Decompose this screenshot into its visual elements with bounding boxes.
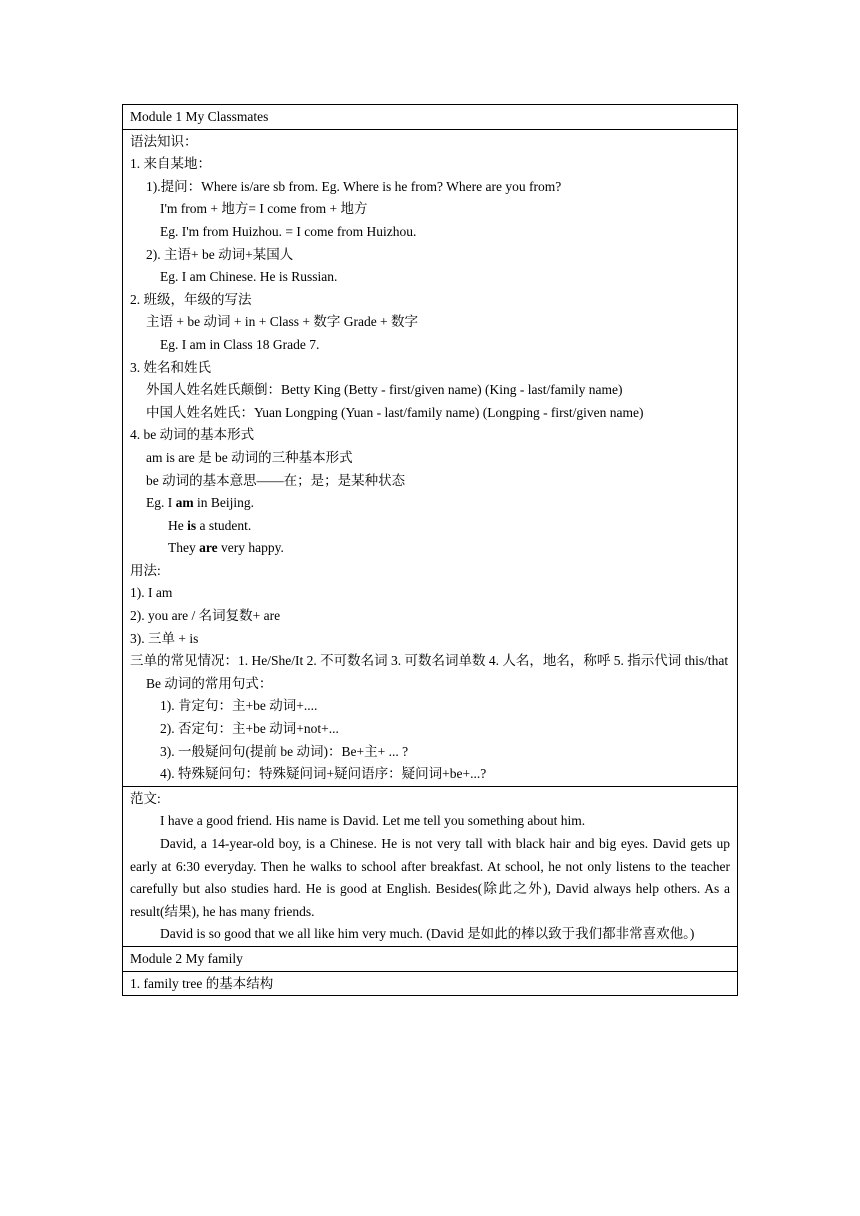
- section-4-line2: be 动词的基本意思——在；是；是某种状态: [146, 472, 406, 488]
- usage-2: 2). you are / 名词复数+ are: [130, 608, 281, 624]
- section-2-title: 2. 班级，年级的写法: [130, 291, 252, 307]
- grammar-heading: 语法知识：: [130, 133, 198, 149]
- grammar-cell: [123, 129, 738, 786]
- notes-table: [122, 104, 738, 996]
- usage-3: 3). 三单 + is: [130, 630, 199, 646]
- module2-title: Module 2 My family: [130, 950, 243, 966]
- module1-title-cell: [123, 105, 738, 130]
- section-4-example3: [130, 537, 730, 560]
- section-1-sub2-example: Eg. I am Chinese. He is Russian.: [160, 269, 338, 285]
- table-row: [123, 946, 738, 971]
- section-3-line2: 中国人姓名姓氏：Yuan Longping (Yuan - last/family name) (Longping - first/given name): [146, 404, 644, 420]
- usage-1: 1). I am: [130, 585, 173, 601]
- table-row: [123, 786, 738, 946]
- section-1-example: Eg. I'm from Huizhou. = I come from Huizhou.: [160, 223, 417, 239]
- section-1-sub2: 2). 主语+ be 动词+某国人: [146, 246, 294, 262]
- document-page: [122, 104, 738, 996]
- pattern-affirmative: 1). 肯定句：主+be 动词+....: [160, 698, 318, 714]
- essay-heading: 范文:: [130, 790, 161, 806]
- module1-title: Module 1 My Classmates: [130, 109, 269, 124]
- module2-line1: 1. family tree 的基本结构: [130, 975, 274, 991]
- section-2-formula: 主语 + be 动词 + in + Class + 数字 Grade + 数字: [146, 314, 419, 330]
- example-text: very happy.: [217, 540, 284, 556]
- pattern-negative: 2). 否定句：主+be 动词+not+...: [160, 721, 339, 737]
- section-4-example2: [130, 515, 730, 538]
- example-text: in Beijing.: [193, 495, 254, 511]
- section-3-title: 3. 姓名和姓氏: [130, 359, 211, 375]
- section-3-line1: 外国人姓名姓氏颠倒：Betty King (Betty - first/given name) (King - last/family name): [146, 382, 623, 398]
- usage-third-person: 三单的常见情况：1. He/She/It 2. 不可数名词 3. 可数名词单数 4. 人名，地名，称呼 5. 指示代词 this/that: [130, 653, 729, 669]
- section-2-example: Eg. I am in Class 18 Grade 7.: [160, 336, 320, 352]
- example-bold: are: [199, 540, 218, 556]
- example-text: He: [168, 517, 188, 533]
- pattern-yes-no-question: 3). 一般疑问句(提前 be 动词)：Be+主+ ... ?: [160, 743, 409, 759]
- example-text: Eg. I: [146, 495, 176, 511]
- module2-title-cell: [123, 946, 738, 971]
- table-row: [123, 105, 738, 130]
- essay-paragraph-3: David is so good that we all like him very much. (David 是如此的棒以致于我们都非常喜欢他。): [160, 926, 695, 942]
- example-bold: am: [175, 495, 194, 511]
- pattern-wh-question: 4). 特殊疑问句：特殊疑问词+疑问语序：疑问词+be+...?: [160, 766, 487, 782]
- example-text: a student.: [196, 517, 252, 533]
- module2-content-cell: [123, 971, 738, 996]
- essay-paragraph-2: David, a 14-year-old boy, is a Chinese. He is not very tall with black hair and big eyes. David gets up early at 6:30 everyday. Then he walks to school after breakfast. At school, he not only listens to the teacher carefully but also studies hard. He is good at English. Besides(除此之外), David always help others. As a result(结果), he has many friends.: [130, 836, 730, 919]
- sentence-patterns-heading: Be 动词的常用句式：: [146, 675, 273, 691]
- section-4-title: 4. be 动词的基本形式: [130, 427, 255, 443]
- example-text: They: [168, 540, 200, 556]
- essay-cell: [123, 786, 738, 946]
- section-1-pattern: I'm from + 地方= I come from + 地方: [160, 201, 368, 217]
- table-row: [123, 971, 738, 996]
- section-1-title: 1. 来自某地：: [130, 156, 211, 172]
- table-row: [123, 129, 738, 786]
- essay-paragraph-1: I have a good friend. His name is David. Let me tell you something about him.: [160, 813, 586, 829]
- section-1-question: 1).提问：Where is/are sb from. Eg. Where is he from? Where are you from?: [146, 178, 562, 194]
- section-4-example1: [130, 492, 730, 515]
- example-bold: is: [187, 517, 197, 533]
- usage-heading: 用法:: [130, 562, 161, 578]
- section-4-line1: am is are 是 be 动词的三种基本形式: [146, 449, 353, 465]
